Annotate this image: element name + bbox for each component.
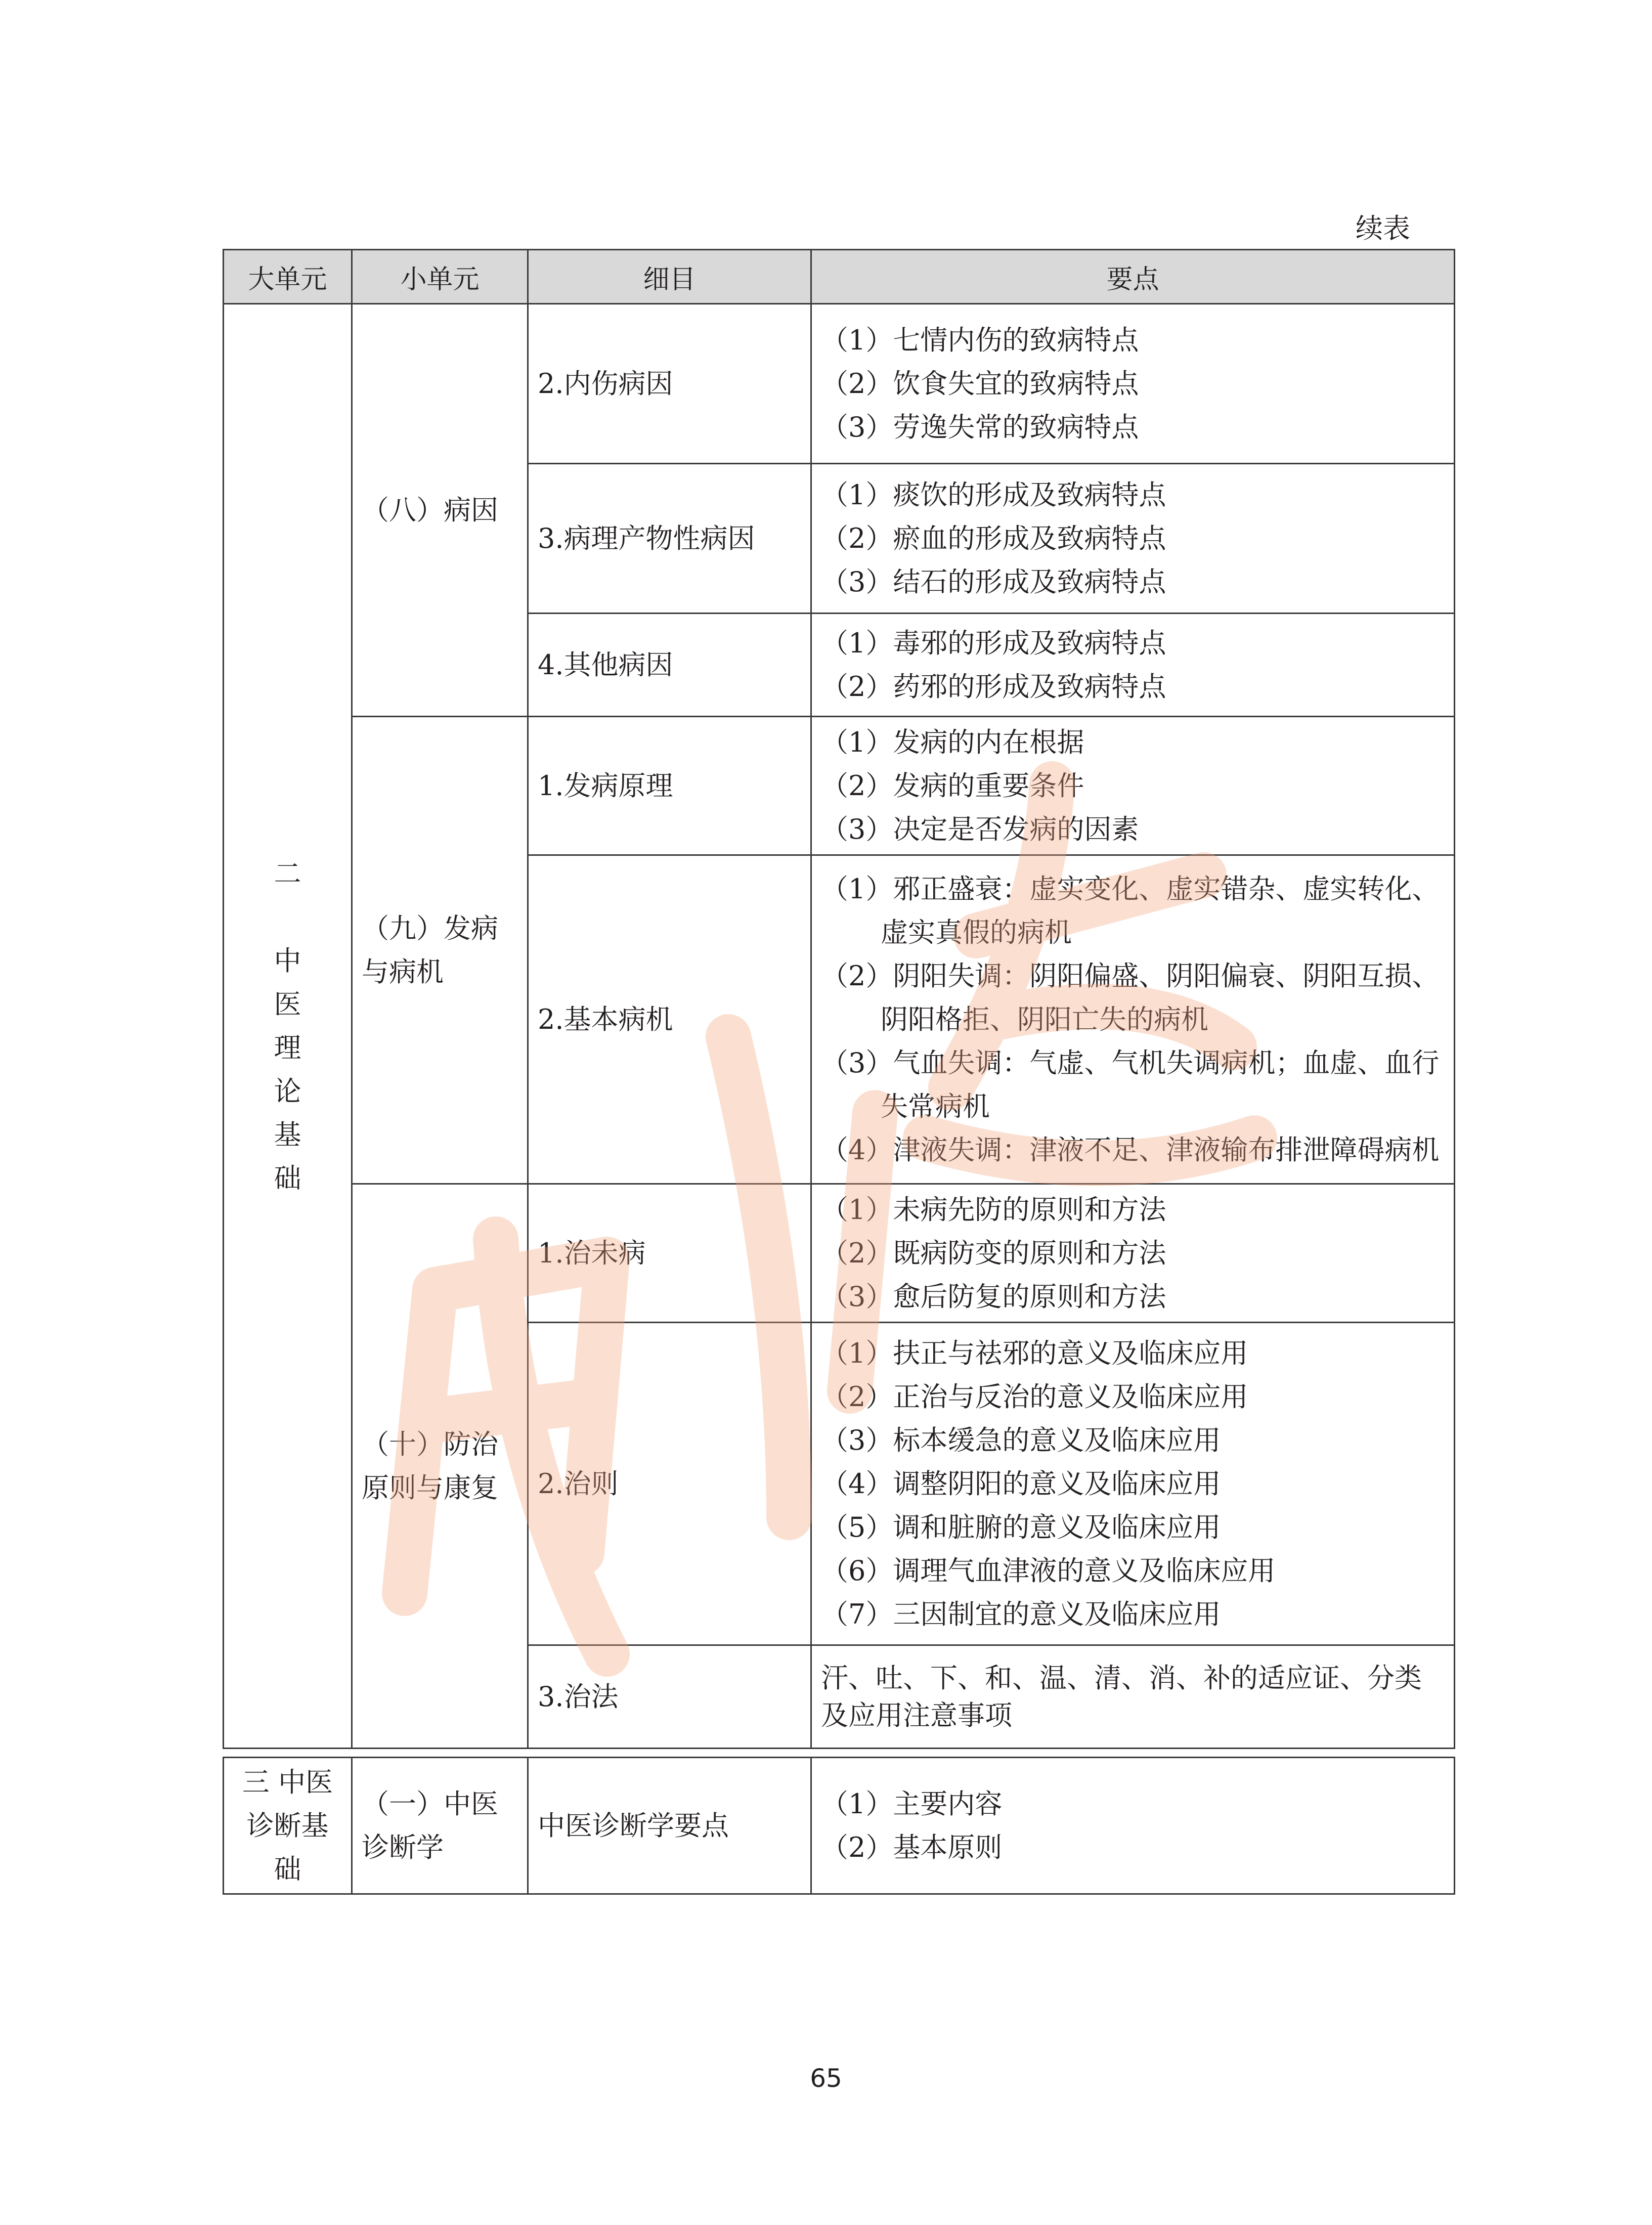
minor-unit-8: （八）病因 [352,304,528,717]
point-item: （4）调整阴阳的意义及临床应用 [821,1467,1221,1500]
table-row [224,1758,1455,1894]
points-cell [811,614,1455,717]
page-number: 65 [810,2064,842,2093]
detail-cell: 2.治则 [528,1323,811,1645]
points-cell: 汗、吐、下、和、温、清、消、补的适应证、分类及应用注意事项 [811,1645,1455,1749]
header-minor-unit: 小单元 [352,250,528,304]
major-unit-2 [224,304,352,1749]
point-item: （2）发病的重要条件 [821,769,1084,802]
continued-label: 续表 [1356,212,1410,244]
point-item: （6）调理气血津液的意义及临床应用 [821,1554,1276,1587]
point-item: （2）正治与反治的意义及临床应用 [821,1380,1248,1413]
point-item: （1）痰饮的形成及致病特点 [821,478,1166,511]
points-cell [811,464,1455,614]
header-major-unit: 大单元 [224,250,352,304]
points-cell [811,855,1455,1184]
point-item: （1）扶正与祛邪的意义及临床应用 [821,1337,1248,1369]
point-item: （2）药邪的形成及致病特点 [821,670,1166,703]
point-item: （3）标本缓急的意义及临床应用 [821,1424,1221,1456]
header-detail: 细目 [528,250,811,304]
table-row [224,1184,1455,1323]
point-item: （1）毒邪的形成及致病特点 [821,627,1166,659]
header-key-points: 要点 [811,250,1455,304]
point-item: （2）既病防变的原则和方法 [821,1237,1166,1269]
detail-cell: 4.其他病因 [528,614,811,717]
detail-cell: 中医诊断学要点 [528,1758,811,1894]
point-item: （1）未病先防的原则和方法 [821,1193,1166,1226]
detail-cell: 3.病理产物性病因 [528,464,811,614]
points-cell [811,717,1455,855]
major-unit-2-char: 中 [274,944,301,977]
points-cell [811,1758,1455,1894]
major-unit-2-char: 论 [274,1075,301,1107]
minor-unit-10: （十）防治原则与康复 [352,1184,528,1749]
minor-unit-9: （九）发病与病机 [352,717,528,1184]
detail-cell: 2.基本病机 [528,855,811,1184]
point-item: （2）阴阳失调：阴阳偏盛、阴阳偏衰、阴阳互损、阴阳格拒、阴阳亡失的病机 [821,959,1440,1035]
major-unit-2-char: 二 [274,857,301,890]
detail-cell: 3.治法 [528,1645,811,1749]
detail-cell: 1.发病原理 [528,717,811,855]
points-cell [811,304,1455,464]
syllabus-table-unit3 [223,1757,1455,1895]
point-item: （1）七情内伤的致病特点 [821,324,1139,356]
major-unit-2-char: 理 [274,1031,301,1064]
point-item: （2）瘀血的形成及致病特点 [821,522,1166,554]
point-item: （1）主要内容 [821,1787,1003,1820]
major-unit-2-char: 基 [274,1118,301,1151]
detail-cell: 1.治未病 [528,1184,811,1323]
point-item: （7）三因制宜的意义及临床应用 [821,1598,1221,1630]
point-item: （3）劳逸失常的致病特点 [821,411,1139,443]
point-item: （3）结石的形成及致病特点 [821,565,1166,598]
points-cell [811,1184,1455,1323]
detail-cell: 2.内伤病因 [528,304,811,464]
point-item: （3）气血失调：气虚、气机失调病机；血虚、血行失常病机 [821,1046,1440,1122]
syllabus-table [223,249,1455,1749]
point-item: （1）发病的内在根据 [821,726,1084,758]
point-item: （3）决定是否发病的因素 [821,813,1139,845]
points-cell [811,1323,1455,1645]
major-unit-2-char: 础 [274,1162,301,1194]
point-item: （2）基本原则 [821,1831,1003,1863]
table-row [224,717,1455,855]
table-row [224,304,1455,464]
point-item: （4）津液失调：津液不足、津液输布排泄障碍病机 [821,1133,1440,1166]
minor-unit-1: （一）中医诊断学 [352,1758,528,1894]
major-unit-3: 三 中医诊断基础 [224,1758,352,1894]
point-item: （3）愈后防复的原则和方法 [821,1280,1166,1313]
point-item: （5）调和脏腑的意义及临床应用 [821,1511,1221,1543]
table-header-row [224,250,1455,304]
point-item: （1）邪正盛衰：虚实变化、虚实错杂、虚实转化、虚实真假的病机 [821,872,1440,948]
major-unit-2-char: 医 [274,988,301,1020]
point-item: （2）饮食失宜的致病特点 [821,367,1139,400]
